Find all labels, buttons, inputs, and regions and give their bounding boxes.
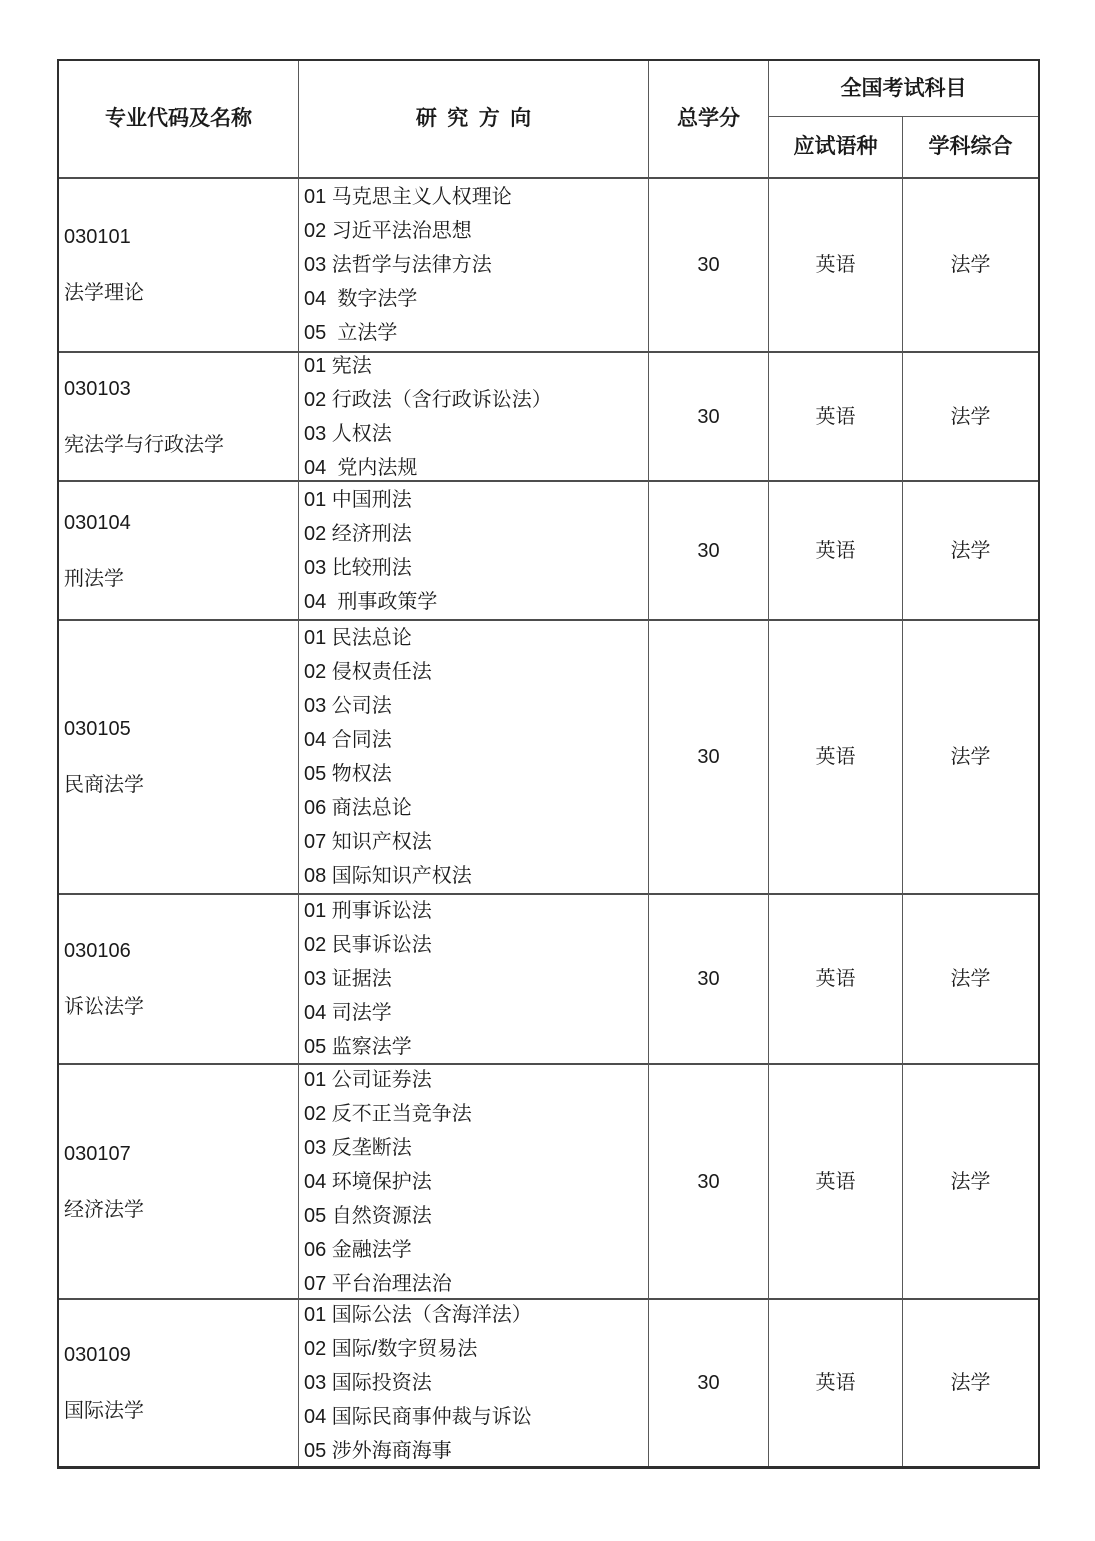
research-direction-item: 01 宪法 [304, 354, 372, 377]
research-direction-item: 01 民法总论 [304, 627, 412, 649]
major-code: 030103 [64, 377, 131, 400]
header-subject-comprehensive: 学科综合 [928, 135, 1013, 159]
research-direction-item: 03 反垄断法 [304, 1136, 412, 1159]
header-major-code-name: 专业代码及名称 [59, 61, 299, 177]
total-credits-cell: 30 [649, 1063, 769, 1298]
major-name: 宪法学与行政法学 [64, 433, 224, 456]
major-code: 030104 [64, 511, 131, 534]
major-code-cell [59, 893, 299, 1063]
research-directions-cell [299, 893, 649, 1063]
research-direction-item: 05 涉外海商海事 [304, 1440, 452, 1462]
header-research-direction: 研 究 方 向 [299, 61, 649, 177]
research-direction-item: 01 马克思主义人权理论 [304, 186, 512, 208]
research-direction-item: 08 国际知识产权法 [304, 865, 472, 887]
research-direction-item: 02 侵权责任法 [304, 661, 432, 683]
total-credits-cell: 30 [649, 893, 769, 1063]
research-directions-cell [299, 1063, 649, 1298]
research-direction-item: 06 金融法学 [304, 1238, 412, 1261]
subject-comprehensive-cell: 法学 [903, 1298, 1038, 1466]
research-direction-item: 04 司法学 [304, 1002, 392, 1024]
total-credits-cell: 30 [649, 1298, 769, 1466]
research-directions-cell [299, 619, 649, 893]
research-direction-item: 01 国际公法（含海洋法） [304, 1304, 532, 1326]
exam-language-cell: 英语 [769, 893, 903, 1063]
research-direction-item: 01 中国刑法 [304, 488, 412, 511]
research-direction-item: 03 比较刑法 [304, 556, 412, 579]
research-direction-item: 03 公司法 [304, 695, 392, 717]
research-direction-item: 05 自然资源法 [304, 1204, 432, 1227]
total-credits-cell: 30 [649, 480, 769, 619]
major-name: 刑法学 [64, 567, 124, 590]
major-code-cell [59, 1298, 299, 1466]
research-direction-item: 03 法哲学与法律方法 [304, 254, 492, 276]
research-direction-item: 02 习近平法治思想 [304, 220, 472, 242]
research-direction-item: 04 合同法 [304, 729, 392, 751]
major-name: 国际法学 [64, 1400, 144, 1422]
research-direction-item: 05 监察法学 [304, 1036, 412, 1058]
research-direction-item: 01 刑事诉讼法 [304, 900, 432, 922]
major-code-cell [59, 480, 299, 619]
subject-comprehensive-cell: 法学 [903, 893, 1038, 1063]
research-direction-item: 04 刑事政策学 [304, 590, 438, 613]
major-code: 030109 [64, 1344, 131, 1366]
header-national-exam-subjects: 全国考试科目 [769, 61, 1038, 117]
major-name: 法学理论 [64, 282, 144, 304]
research-direction-item: 07 知识产权法 [304, 831, 432, 853]
research-direction-item: 02 行政法（含行政诉讼法） [304, 388, 552, 411]
exam-language-cell: 英语 [769, 1063, 903, 1298]
subject-comprehensive-cell: 法学 [903, 480, 1038, 619]
research-direction-item: 02 民事诉讼法 [304, 934, 432, 956]
major-name: 诉讼法学 [64, 996, 144, 1018]
total-credits-cell: 30 [649, 619, 769, 893]
subject-comprehensive-cell: 法学 [903, 177, 1038, 351]
major-code-cell [59, 619, 299, 893]
total-credits-cell: 30 [649, 177, 769, 351]
research-direction-item: 02 国际/数字贸易法 [304, 1338, 478, 1360]
research-directions-cell [299, 177, 649, 351]
research-direction-item: 04 党内法规 [304, 456, 418, 479]
research-direction-item: 04 国际民商事仲裁与诉讼 [304, 1406, 532, 1428]
exam-language-cell: 英语 [769, 177, 903, 351]
research-direction-item: 04 数字法学 [304, 288, 418, 310]
exam-language-cell: 英语 [769, 351, 903, 480]
major-code-cell [59, 1063, 299, 1298]
research-directions-cell [299, 1298, 649, 1466]
research-direction-item: 02 反不正当竞争法 [304, 1102, 472, 1125]
research-directions-cell [299, 351, 649, 480]
exam-language-cell: 英语 [769, 619, 903, 893]
header-exam-language: 应试语种 [769, 117, 903, 177]
research-direction-item: 06 商法总论 [304, 797, 412, 819]
header-total-credits: 总学分 [649, 61, 769, 177]
major-code: 030106 [64, 940, 131, 962]
research-direction-item: 03 证据法 [304, 968, 392, 990]
exam-language-cell: 英语 [769, 1298, 903, 1466]
research-direction-item: 04 环境保护法 [304, 1170, 432, 1193]
major-code-cell [59, 351, 299, 480]
research-direction-item: 01 公司证券法 [304, 1068, 432, 1091]
program-exam-table [57, 59, 1040, 1469]
exam-language-cell: 英语 [769, 480, 903, 619]
subject-comprehensive-cell: 法学 [903, 1063, 1038, 1298]
major-code-cell [59, 177, 299, 351]
major-code: 030107 [64, 1142, 131, 1165]
research-directions-cell [299, 480, 649, 619]
research-direction-item: 05 立法学 [304, 322, 398, 344]
research-direction-item: 07 平台治理法治 [304, 1272, 452, 1295]
major-name: 民商法学 [64, 774, 144, 796]
research-direction-item: 02 经济刑法 [304, 522, 412, 545]
major-name: 经济法学 [64, 1198, 144, 1221]
research-direction-item: 05 物权法 [304, 763, 392, 785]
major-code: 030105 [64, 718, 131, 740]
subject-comprehensive-cell: 法学 [903, 619, 1038, 893]
total-credits-cell: 30 [649, 351, 769, 480]
subject-comprehensive-cell: 法学 [903, 351, 1038, 480]
research-direction-item: 03 国际投资法 [304, 1372, 432, 1394]
research-direction-item: 03 人权法 [304, 422, 392, 445]
major-code: 030101 [64, 226, 131, 248]
